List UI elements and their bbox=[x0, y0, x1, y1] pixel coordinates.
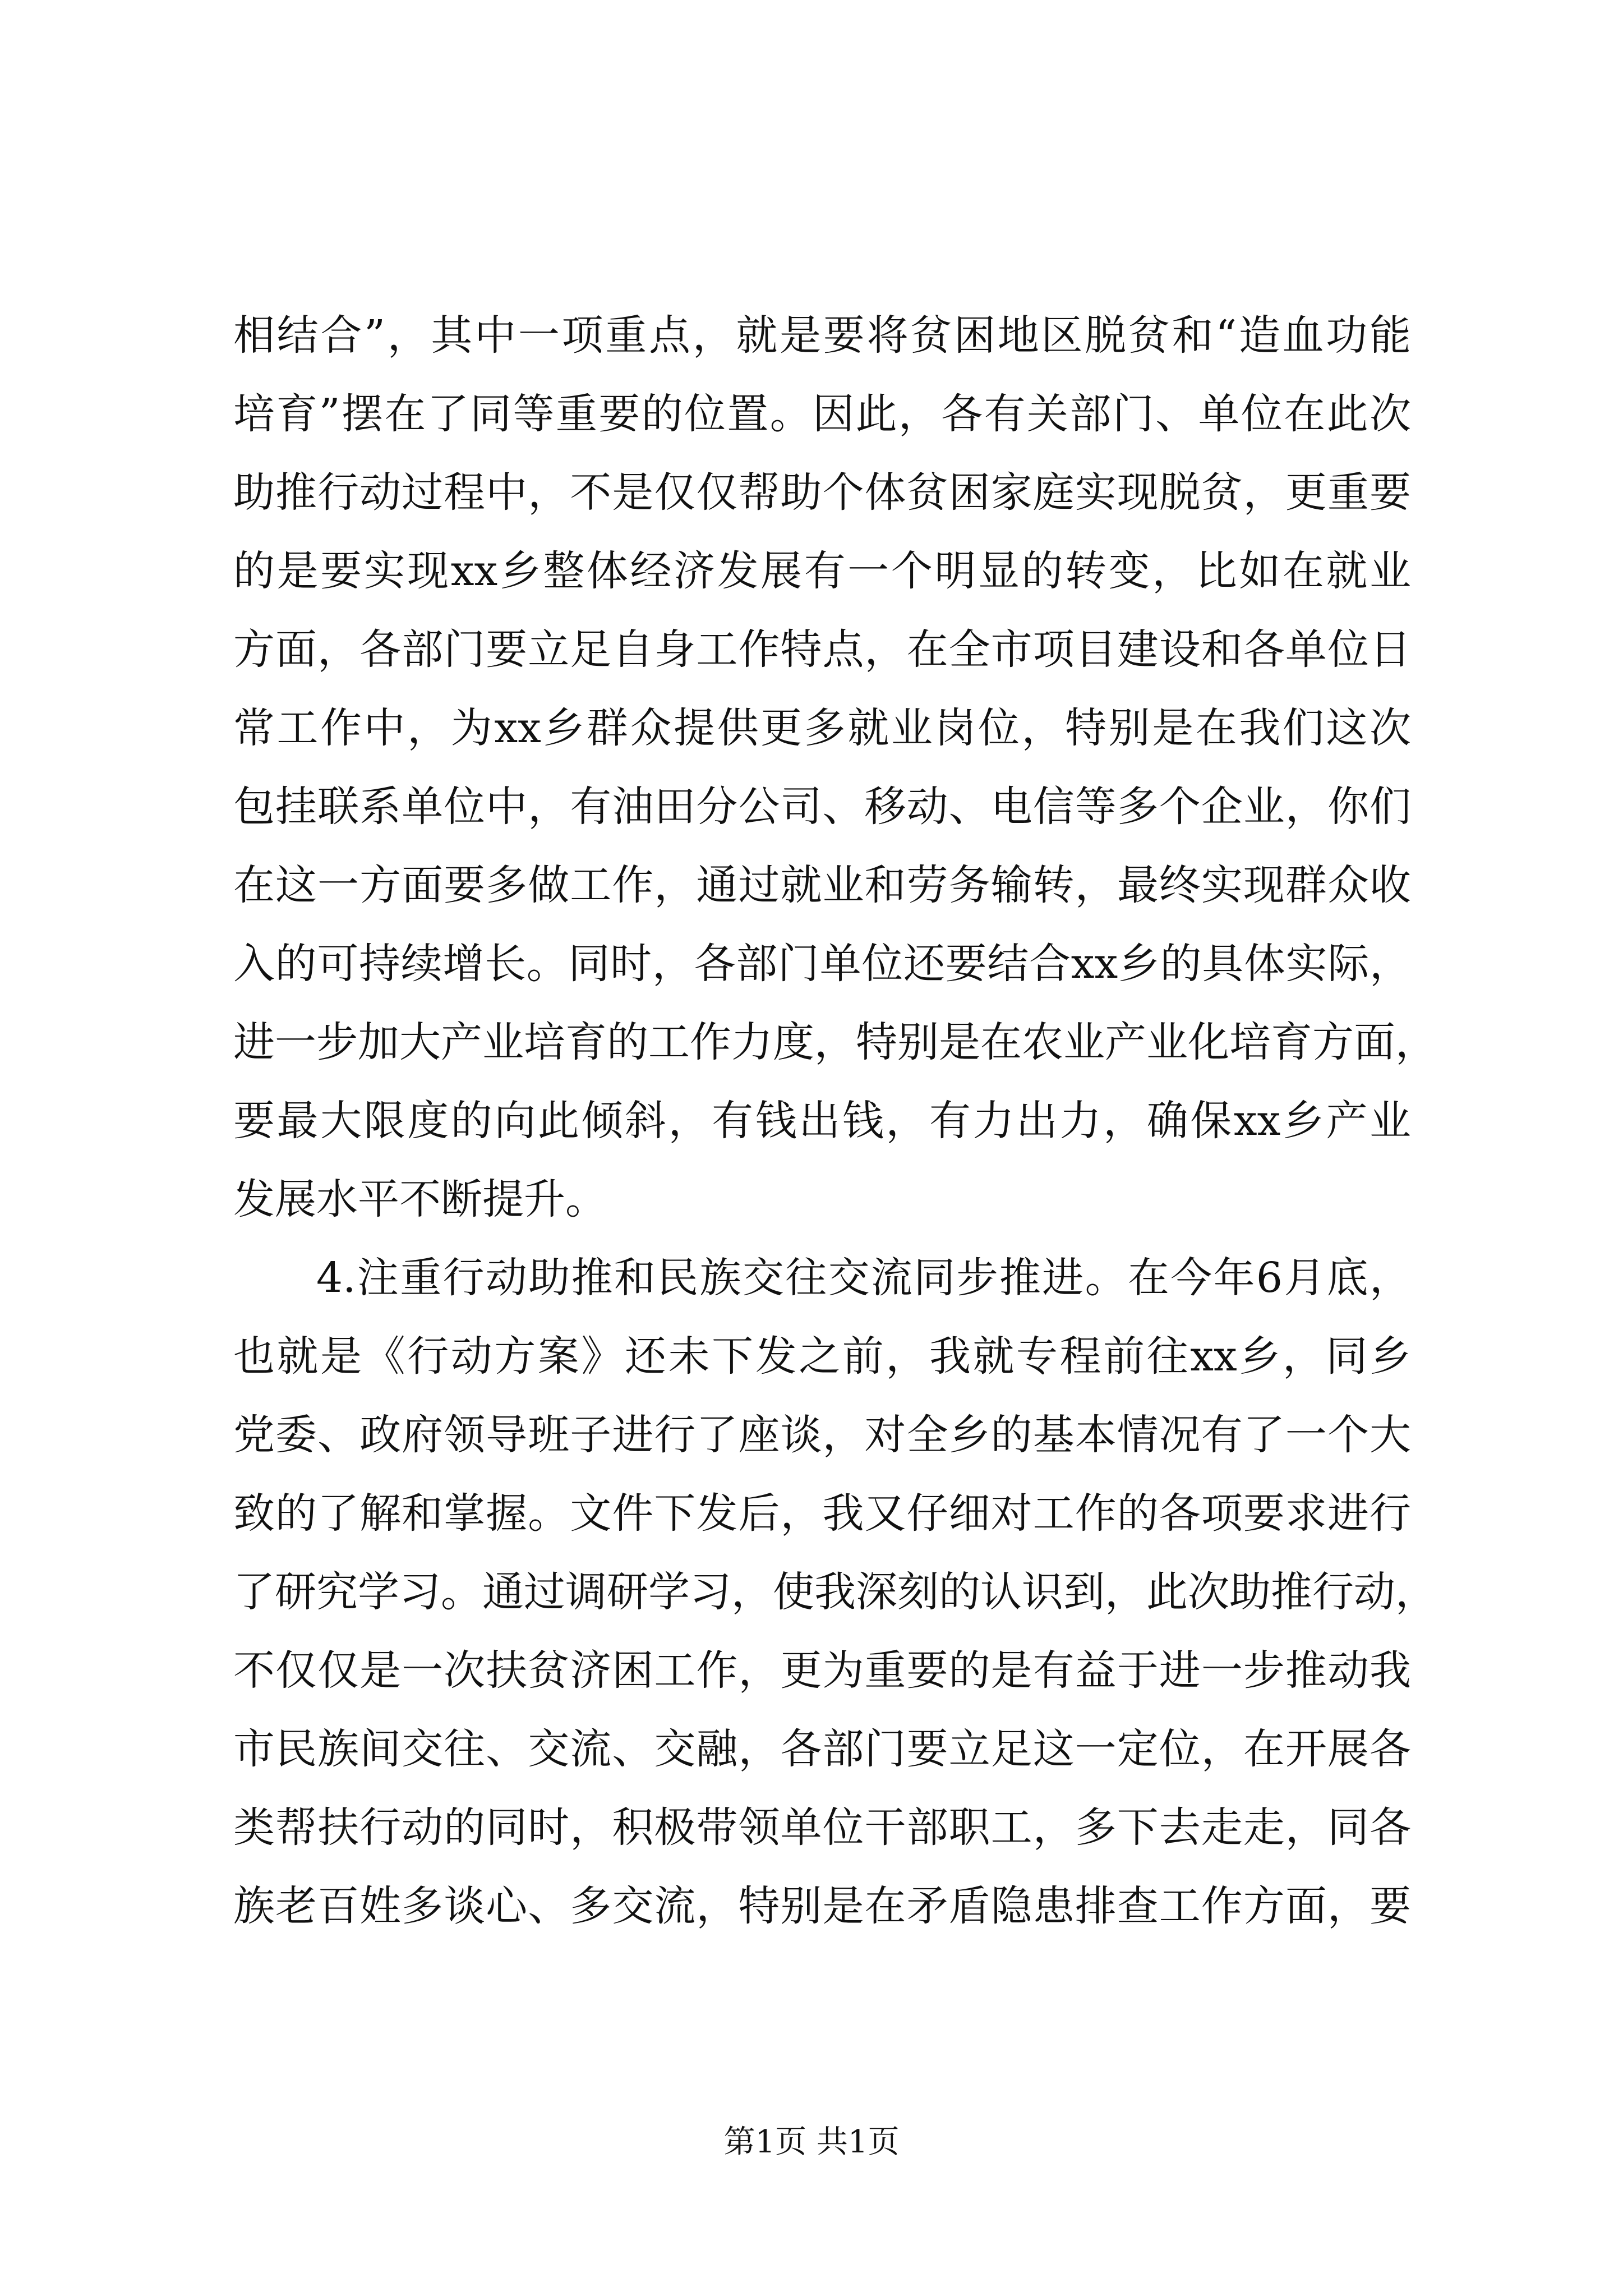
page-footer: 第1页 共1页 bbox=[723, 2124, 900, 2160]
text-line: 族老百姓多谈心、多交流，特别是在矛盾隐患排查工作方面，要 bbox=[233, 1882, 1411, 1930]
text-line: 进一步加大产业培育的工作力度，特别是在农业产业化培育方面， bbox=[233, 1018, 1437, 1066]
text-line: 包挂联系单位中，有油田分公司、移动、电信等多个企业，你们 bbox=[233, 783, 1411, 831]
text-line: 不仅仅是一次扶贫济困工作，更为重要的是有益于进一步推动我 bbox=[233, 1646, 1411, 1695]
body-text bbox=[233, 296, 1437, 1945]
text-line: 在这一方面要多做工作，通过就业和劳务输转，最终实现群众收 bbox=[233, 861, 1411, 909]
text-line: 市民族间交往、交流、交融，各部门要立足这一定位，在开展各 bbox=[233, 1725, 1411, 1773]
text-line: 致的了解和掌握。文件下发后，我又仔细对工作的各项要求进行 bbox=[233, 1489, 1411, 1538]
text-line: 相结合”，其中一项重点，就是要将贫困地区脱贫和“造血功能 bbox=[233, 311, 1411, 360]
text-line: 助推行动过程中，不是仅仅帮助个体贫困家庭实现脱贫，更重要 bbox=[233, 468, 1411, 517]
text-line: 党委、政府领导班子进行了座谈，对全乡的基本情况有了一个大 bbox=[233, 1411, 1411, 1459]
text-line: 了研究学习。通过调研学习，使我深刻的认识到，此次助推行动， bbox=[233, 1568, 1437, 1616]
text-line: 方面，各部门要立足自身工作特点，在全市项目建设和各单位日 bbox=[233, 625, 1411, 674]
text-line: 发展水平不断提升。 bbox=[233, 1175, 607, 1223]
text-line: 常工作中，为xx乡群众提供更多就业岗位，特别是在我们这次 bbox=[233, 704, 1411, 752]
text-line: 的是要实现xx乡整体经济发展有一个明显的转变，比如在就业 bbox=[233, 547, 1411, 595]
text-line: 也就是《行动方案》还未下发之前，我就专程前往xx乡，同乡 bbox=[233, 1332, 1411, 1381]
text-line: 培育”摆在了同等重要的位置。因此，各有关部门、单位在此次 bbox=[233, 390, 1411, 438]
text-line: 要最大限度的向此倾斜，有钱出钱，有力出力，确保xx乡产业 bbox=[233, 1097, 1411, 1145]
text-line: 类帮扶行动的同时，积极带领单位干部职工，多下去走走，同各 bbox=[233, 1803, 1411, 1852]
text-line: 入的可持续增长。同时，各部门单位还要结合xx乡的具体实际， bbox=[233, 940, 1411, 988]
paragraph-start-line: 4.注重行动助推和民族交往交流同步推进。在今年6月底， bbox=[316, 1254, 1411, 1302]
